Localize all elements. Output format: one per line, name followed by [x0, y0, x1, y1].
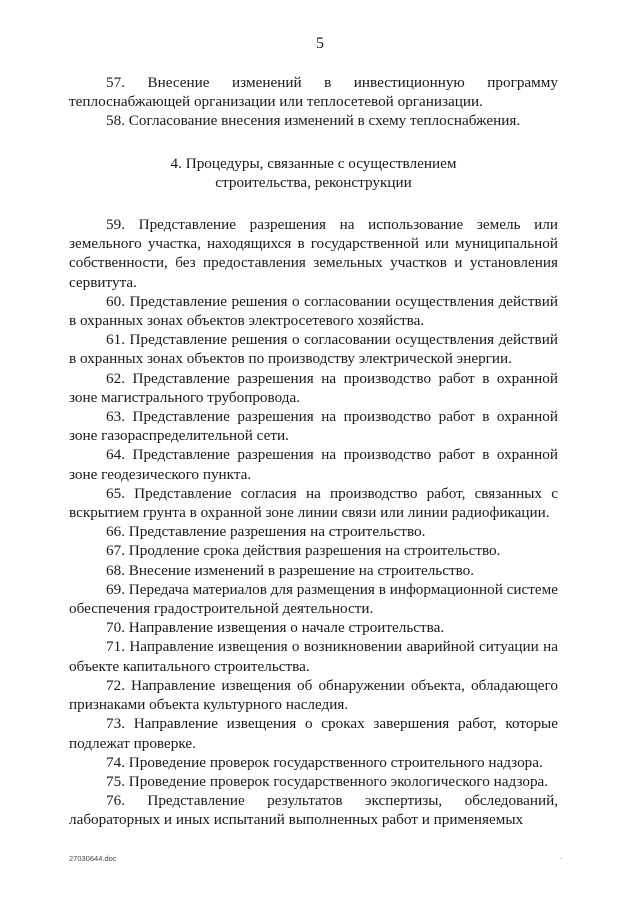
list-item-68: 68. Внесение изменений в разрешение на строительство. — [106, 561, 475, 579]
list-item-76: 76. Представление результатов экспертизы, обследований, лабораторных и иных испытаний выполненных работ и применяемых — [69, 792, 558, 829]
section-heading-line-2: строительства, реконструкции — [215, 173, 412, 191]
footer-mark: . — [560, 852, 562, 861]
list-item-69: 69. Передача материалов для размещения в информационной системе обеспечения градостроительной деятельности. — [69, 580, 558, 618]
list-item-58: 58. Согласование внесения изменений в схему теплоснабжения. — [106, 112, 521, 130]
document-body — [69, 73, 558, 830]
list-item-66: 66. Представление разрешения на строительство. — [106, 523, 426, 541]
list-item-61: 61. Представление решения о согласовании осуществления действий в охранных зонах объектов по производству электрической энергии. — [69, 331, 558, 368]
list-item-57: 57. Внесение изменений в инвестиционную программу теплоснабжающей организации или теплосетевой организации. — [69, 74, 558, 111]
list-item-73: 73. Направление извещения о сроках завершения работ, которые подлежат проверке. — [69, 715, 558, 752]
section-heading-line-1: 4. Процедуры, связанные с осуществлением — [170, 154, 457, 172]
list-item-72: 72. Направление извещения об обнаружении объекта, обладающего признаками объекта культурного наследия. — [69, 676, 558, 714]
list-item-64: 64. Представление разрешения на производство работ в охранной зоне геодезического пункта. — [69, 446, 558, 483]
list-item-65: 65. Представление согласия на производство работ, связанных с вскрытием грунта в охранной зоне линии связи или линии радиофикации. — [69, 484, 558, 522]
page-number: 5 — [316, 35, 324, 52]
section-heading — [69, 154, 558, 192]
footer-filename: 27030644.doc — [69, 854, 117, 863]
list-item-71: 71. Направление извещения о возникновении аварийной ситуации на объекте капитального строительства. — [69, 638, 558, 675]
list-item-63: 63. Представление разрешения на производство работ в охранной зоне газораспределительной сети. — [69, 408, 558, 445]
list-item-62: 62. Представление разрешения на производство работ в охранной зоне магистрального трубопровода. — [69, 369, 558, 406]
list-item-74: 74. Проведение проверок государственного строительного надзора. — [106, 753, 543, 771]
list-item-60: 60. Представление решения о согласовании осуществления действий в охранных зонах объектов электросетевого хозяйства. — [69, 292, 558, 330]
list-item-75: 75. Проведение проверок государственного экологического надзора. — [106, 772, 549, 790]
list-item-67: 67. Продление срока действия разрешения на строительство. — [106, 542, 501, 560]
list-item-59: 59. Представление разрешения на использование земель или земельного участка, находящихся в государственной или муниципальной собственности, без предоставления земельных участков и установления сервитута. — [69, 216, 558, 291]
list-item-70: 70. Направление извещения о начале строительства. — [106, 619, 445, 637]
